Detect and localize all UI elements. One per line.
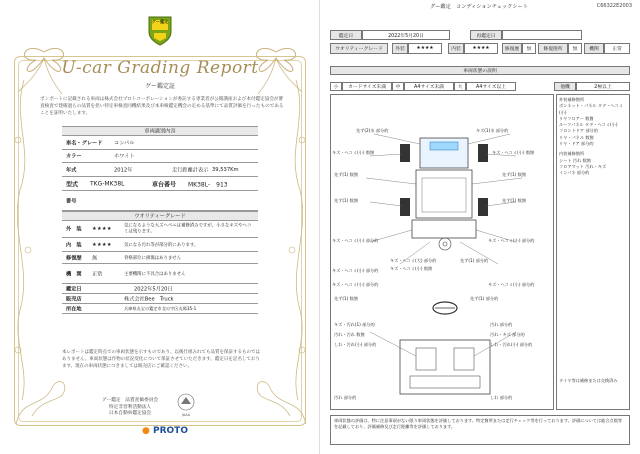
sheet-title: グー鑑定 コンディションチェックシート <box>430 4 528 10</box>
callout-22: 汚れ・キズ 部分的 <box>490 332 525 337</box>
tire-note: タイヤ等は補修または交換済み <box>559 378 618 383</box>
size-small-desc: カードサイズ未満 <box>342 82 392 91</box>
interior-label: 内装 <box>448 43 464 54</box>
callout-5: 先ず(1) 数箇 <box>334 172 359 177</box>
vehicle-info-header <box>62 126 258 136</box>
year-value: 2012年 <box>114 167 133 173</box>
jaaa-label: JAAA <box>181 413 191 417</box>
engine-label: 機関 <box>584 43 604 54</box>
mileage-value: 39,537Km <box>212 166 239 173</box>
intro-paragraph: ボンボートに記載される車両は株式会社プロトコーポレーションが委託する専業者が公開講座および本付鑑定協会が審査検査で建確過らの品質を担い特定車検査同機結果及び本車検鑑定機会の定める基準にて品質評価を行ったものであることを証明いたします。 <box>40 97 284 116</box>
callout-6: 先ず(1) 数箇 <box>502 172 527 177</box>
interior-legend-line-1: シート 汚れ 数箇 <box>559 157 591 163</box>
dealer-row <box>62 294 258 304</box>
engine-comment: 主要機関に不具合はありません <box>124 271 186 277</box>
exterior-legend-line-1: ボンネット・パネル タデ・ヘコミ(小) <box>559 103 624 115</box>
callout-7: 先ず(1) 数箇 <box>334 198 359 203</box>
quality-grade-header <box>62 211 258 221</box>
size-mid-desc: A4サイズ未満 <box>404 82 454 91</box>
bottom-right-flourish <box>250 368 310 428</box>
org-line-3: 日本自動車鑑定協会 <box>108 411 152 416</box>
repair-row <box>62 252 258 264</box>
vehicle-state-section-title: 車両状態の説明 <box>330 66 630 75</box>
exterior-comment: 気になるような大ズヘベニは補修済みですが、小さなキズやヘコミは残ります。 <box>124 223 252 234</box>
callout-19: キズ・汚れ(1) 部分的 <box>334 322 375 327</box>
engine-row <box>62 264 258 284</box>
callout-1: 先ず(2)水 部分的 <box>356 128 389 133</box>
sheet-document-id: C66322E2003 <box>596 3 632 9</box>
org-line-2: 特定非営利活動法人 <box>108 404 152 410</box>
callout-3: キズ・ヘコミ(小) 数箇 <box>332 150 375 155</box>
size-large-label: 大 <box>454 82 466 91</box>
size-small-label: 小 <box>330 82 342 91</box>
callout-18: 先ず(1) 部分的 <box>470 296 499 301</box>
callout-26: しわ 部分的 <box>490 395 513 400</box>
callout-24: しわ・汚れ(小) 部分的 <box>490 342 533 347</box>
repair-label: 修復歴 <box>502 43 522 54</box>
vehicle-info-title: 車両識別内容 <box>144 128 176 135</box>
interior-label: 内 装 <box>66 242 82 248</box>
interior-row <box>62 238 258 252</box>
exterior-stars: ★★★★ <box>92 226 112 232</box>
callout-2: キズ(1)水 部分的 <box>476 128 509 133</box>
org-line-1: グー鑑定 品質査価委員会 <box>101 398 159 403</box>
exterior-legend-title: 外装補修箇所 <box>559 97 585 102</box>
proto-brand-logo <box>142 426 188 436</box>
callout-4: キズ・ヘコミ(小) 数箇 <box>492 150 535 155</box>
mileage-label: 走行距離計表示 <box>172 167 209 173</box>
interior-stars: ★★★★ <box>464 43 498 54</box>
engine-value: 正常 <box>92 271 103 277</box>
right-vine-ornament <box>284 80 310 400</box>
callout-15: キズ・ヘコミ(小) 部分的 <box>488 282 535 287</box>
callout-16: キズ・ヘコミ(小) 部分的 <box>332 268 379 273</box>
interior-legend-title: 内装補修箇所 <box>559 151 585 157</box>
date-label: 鑑定日 <box>330 30 362 40</box>
grade-label: 車名・グレード <box>66 140 103 146</box>
dealer-value: 株式会社Bee Truck <box>124 296 174 302</box>
exterior-legend-line-2: リヤフロアー 数箇 <box>559 115 594 121</box>
engine-label: 機 関 <box>66 271 82 277</box>
callout-25: 汚れ 部分的 <box>334 395 357 400</box>
callout-10: キズ・ヘコミ(小) 部分的 <box>488 238 535 243</box>
plate-label: 番号 <box>66 198 77 204</box>
proto-brand-text: PROTO <box>153 426 188 436</box>
color-value: ホワイト <box>114 153 135 160</box>
repair-place-value: 無 <box>568 43 582 54</box>
disclaimer-note: 本レポートは鑑定時点での車両状態を示すものであり、以後仕組みれても品質を保証するものではありません。車両状態は作物の状況変化について保証させていただきます。鑑定日を記名しております。現在の車両状態につきましては販売店にご確認ください。 <box>62 350 260 369</box>
callout-23: しわ・汚れ(小) 部分的 <box>334 342 377 347</box>
repair-comment: 骨格部位に損傷はありません <box>124 255 182 261</box>
interior-comment: 気になる汚れ等が部分的にあります。 <box>124 242 199 248</box>
model-value: TKG-MK38L <box>90 180 125 187</box>
callout-13: キズ・ヘコミ(小) 数箇 <box>390 266 433 271</box>
interior-legend-line-2: フロアマット 汚れ・キズ <box>559 163 607 169</box>
dealer-label: 販売店 <box>66 296 82 302</box>
quality-grade-label: ウオリティーグレード <box>330 43 388 54</box>
address-row <box>62 304 258 314</box>
report-title: U-car Grading Report <box>61 58 259 78</box>
jaaa-seal-icon <box>176 392 196 412</box>
other-label: 他機 <box>554 82 576 91</box>
re-inspection-label: 再鑑定日 <box>470 30 502 40</box>
date-value: 2022年5月20日 <box>362 30 450 40</box>
model-row <box>62 177 258 191</box>
repair-place-label: 修復箇所 <box>538 43 568 54</box>
grade-value: コンパル <box>114 140 135 146</box>
color-label: カラー <box>66 153 82 160</box>
evaluation-footnote: 車両状態の評価は、特に注意事項がない限り車両状態を評価しております。特定箇所または走行チェック等を行っております。評価については総合点数等を記載しており、評価補修及び走行距離等を評価しております。 <box>330 415 630 445</box>
size-large-desc: A4サイズ以上 <box>466 82 516 91</box>
truck-top-view-diagram <box>330 94 554 410</box>
interior-stars: ★★★★ <box>92 241 112 248</box>
repair-value: 無 <box>522 43 536 54</box>
exterior-legend-line-3: ルーフパネル タデ・ヘコミ(小) <box>559 122 618 128</box>
model-label: 型式 <box>66 181 79 188</box>
callout-8: 先ず(1) 数箇 <box>502 198 527 203</box>
logo-badge-text: グー鑑定 <box>151 19 169 24</box>
callout-17: 先ず(1) 数箇 <box>334 296 359 301</box>
exterior-repair-legend <box>559 97 629 177</box>
exterior-label: 外装 <box>392 43 408 54</box>
interior-legend-line-3: インパネ 部分的 <box>559 170 590 176</box>
condition-check-sheet <box>320 0 640 454</box>
callout-21: 汚れ・汚れ 数箇 <box>334 332 365 337</box>
callout-14: キズ・ヘコミ(小) 部分的 <box>332 282 379 287</box>
proto-mark-icon: ● <box>142 426 150 436</box>
issuing-organization <box>90 398 170 418</box>
address-value: 兵庫県丸宝の鑑定市北の字区丸場35-1 <box>124 305 197 311</box>
size-mid-label: 中 <box>392 82 404 91</box>
chassis-label: 車台番号 <box>152 181 177 188</box>
callout-9: キズ・ヘコミ(小) 部分的 <box>332 238 379 243</box>
year-row <box>62 163 258 177</box>
left-vine-ornament <box>10 80 36 400</box>
exterior-stars: ★★★★ <box>408 43 442 54</box>
exterior-legend-line-4: フロントドア 部分的 <box>559 128 598 134</box>
address-label: 所在地 <box>66 306 82 312</box>
chassis-value: MK38L- 913 <box>188 181 228 188</box>
engine-value: 正常 <box>604 43 630 54</box>
exterior-legend-line-6: リヤ・ドア 部分的 <box>559 141 594 147</box>
callout-20: 汚れ 部分的 <box>490 322 513 327</box>
date-value: 2022年5月20日 <box>134 286 173 292</box>
exterior-legend-line-5: リヤ・パネル 数箇 <box>559 134 594 140</box>
plate-row <box>62 191 258 211</box>
year-label: 年式 <box>66 167 77 173</box>
date-label: 鑑定日 <box>66 286 82 292</box>
quality-grade-title: ウオリティーグレード <box>134 213 186 220</box>
repair-label: 修復歴 <box>66 255 82 261</box>
color-row <box>62 150 258 163</box>
exterior-row <box>62 221 258 238</box>
bottom-left-flourish <box>12 368 72 428</box>
re-inspection-value <box>502 30 582 40</box>
exterior-label: 外 装 <box>66 226 82 233</box>
grade-row <box>62 136 258 150</box>
callout-11: キズ・ヘコミ(大) 部分的 <box>390 258 437 263</box>
callout-12: 先ず(1) 部分的 <box>460 258 489 263</box>
other-value: 2極以上 <box>576 82 630 91</box>
repair-value: 無 <box>92 255 98 261</box>
report-subtitle: グー鑑定証 <box>144 83 175 90</box>
date-row <box>62 284 258 294</box>
